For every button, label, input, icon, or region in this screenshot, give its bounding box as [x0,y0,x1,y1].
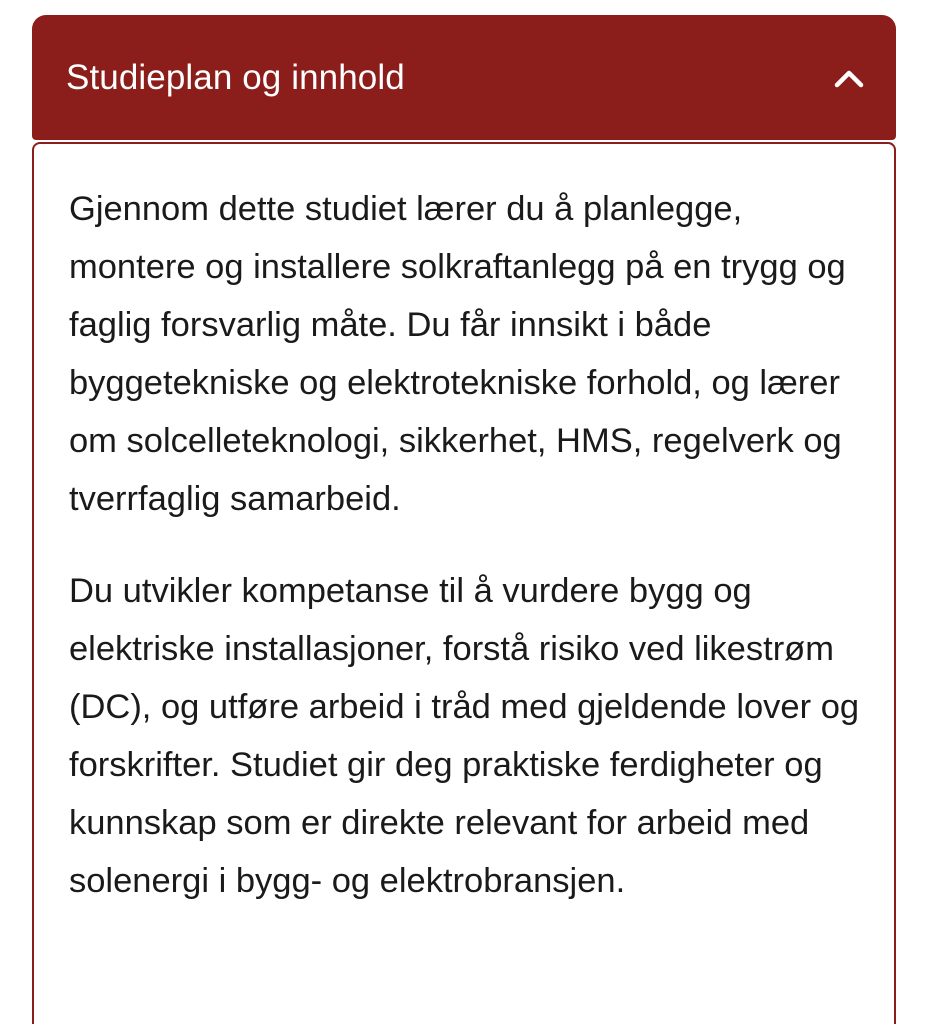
chevron-up-icon[interactable] [832,61,866,95]
accordion-title: Studieplan og innhold [66,57,405,97]
paragraph-competence: Du utvikler kompetanse til å vurdere bygg og elektriske installasjoner, forstå risiko ved likestrøm (DC), og utføre arbeid i tråd med gjeldende lover og forskrifter. Studiet gir deg praktiske ferdigheter og kunnskap som er direkte relevant for arbeid med solenergi i bygg- og elektrobransjen. [69,572,860,900]
paragraph-intro: Gjennom dette studiet lærer du å planlegge, montere og installere solkraftanlegg på en trygg og faglig forsvarlig måte. Du får innsikt i både byggetekniske og elektrotekniske forhold, og lærer om solcelleteknologi, sikkerhet, HMS, regelverk og tverrfaglig samarbeid. [69,190,846,518]
accordion-header[interactable] [32,15,896,140]
accordion-studieplan [32,15,896,1024]
accordion-content [32,142,896,1024]
